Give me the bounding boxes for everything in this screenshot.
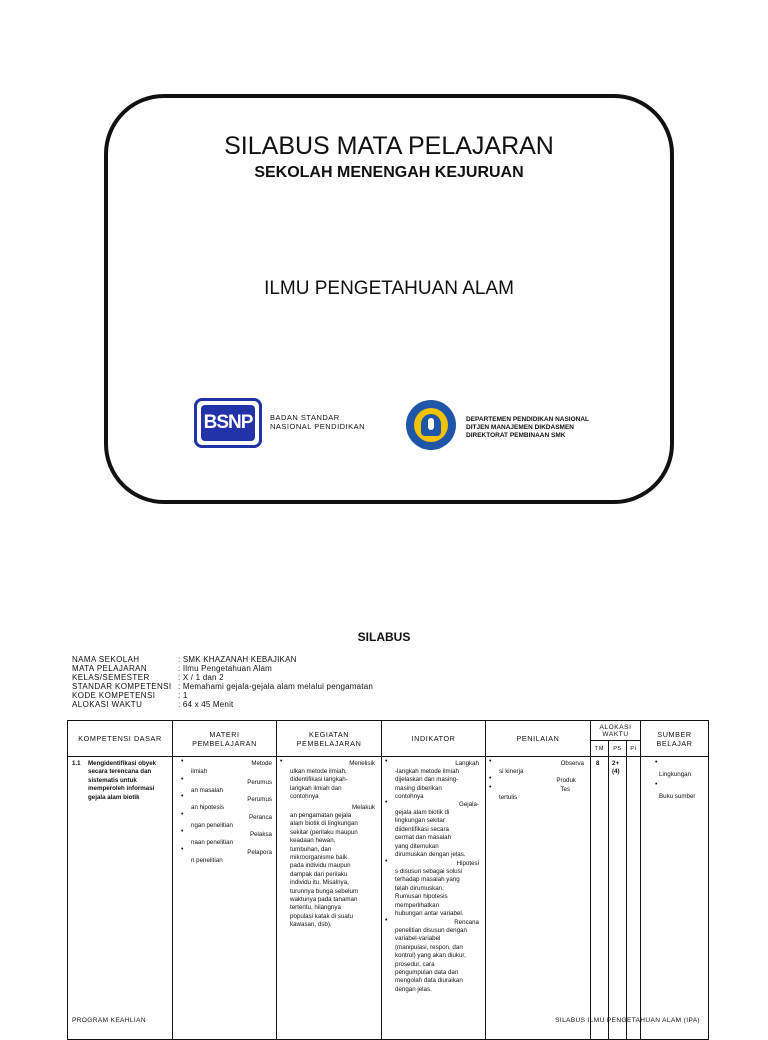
info-label: KELAS/SEMESTER xyxy=(72,673,150,682)
cover-frame xyxy=(104,94,674,504)
header-alokasi-waktu: ALOKASI WAKTU xyxy=(591,721,641,741)
header-pi: PI xyxy=(627,741,641,757)
kegiatan-text: ulkan metode ilmiah, didentifikasi langkah- langkah ilmiah dan contohnya xyxy=(290,768,348,801)
kegiatan-lead: Melakuk xyxy=(351,804,375,811)
department-line: DEPARTEMEN PENDIDIKAN NASIONAL xyxy=(466,416,590,423)
cell-pi xyxy=(627,757,641,1040)
bsnp-logo xyxy=(194,398,262,448)
indikator-text: gejala alam biotik di lingkungan sekitar diidentifikasi secara cermat dan masalah yang ditemukan dirumuskan dengan jelas. xyxy=(395,809,466,859)
info-value: : X / 1 dan 2 xyxy=(178,673,224,682)
materi-item: an masalah xyxy=(191,787,223,794)
materi-item: Metode xyxy=(251,760,272,767)
materi-item: n penelitian xyxy=(191,857,223,864)
indikator-text: penelitian disusun dengan variabel-variabel (manipulasi, respon, dan kontrol) yang akan diukur, prosedur, cara pengumpulan data dan mengolah data diuraikan dengan jelas. xyxy=(395,927,467,993)
info-row xyxy=(72,700,373,709)
indikator-text: s disusun sebagai solusi terhadap masalah yang telah dirumuskan. Rumusan hipotesis memperlihatkan hubungan antar variabel. xyxy=(395,868,464,918)
info-value: : 64 x 45 Menit xyxy=(178,700,234,709)
header-materi: MATERI PEMBELAJARAN xyxy=(173,721,277,757)
indikator-lead: Rencana xyxy=(454,919,479,926)
materi-item: Pelapora xyxy=(247,849,272,856)
silabus-table xyxy=(67,720,709,1040)
indikator-lead: Hipotesi xyxy=(456,860,479,867)
info-value: : SMK KHAZANAH KEBAJIKAN xyxy=(178,655,297,664)
bsnp-line: NASIONAL PENDIDIKAN xyxy=(270,422,366,431)
cell-penilaian: • Observa si kinerja • Produk • Tes tertulis xyxy=(486,757,591,1040)
info-row xyxy=(72,682,373,691)
cell-ps xyxy=(609,757,627,1040)
info-row xyxy=(72,664,373,673)
tut-wuri-handayani-logo xyxy=(406,400,456,450)
header-penilaian: PENILAIAN xyxy=(486,721,591,757)
header-tm: TM xyxy=(591,741,609,757)
materi-item: ilmiah xyxy=(191,768,208,775)
materi-item: Pelaksa xyxy=(249,831,272,838)
materi-item: Peranca xyxy=(248,814,272,821)
materi-item: ngan penelitian xyxy=(191,822,233,829)
cover-subject: ILMU PENGETAHUAN ALAM xyxy=(264,278,514,299)
materi-item: an hipotesis xyxy=(191,804,225,811)
sumber-item: Lingkungan xyxy=(659,771,692,778)
header-sumber-belajar: SUMBER BELAJAR xyxy=(641,721,709,757)
department-name xyxy=(466,416,589,440)
indikator-text: -langkah metode ilmiah dijelaskan dan masing- masing diberikan contohnya xyxy=(395,768,459,801)
kegiatan-text: an pengamatan gejala alam biotik di lingkungan sekitar (perilaku maupun keadaan hewan, tumbuhan, dan mikroorganisme baik pada individu maupun dampak dari perilaku individu itu. Misalnya, turunnya bunga sebelum waktunya pada tanaman tertentu, hilangnya populasi katak di suatu kawasan, dsb). xyxy=(290,812,359,929)
cell-tm xyxy=(591,757,609,1040)
cell-kompetensi-dasar xyxy=(68,757,173,1040)
indikator-lead: Langkah xyxy=(455,760,479,767)
materi-item: naan penelitian xyxy=(191,839,233,846)
footer-right: SILABUS ILMU PENGETAHUAN ALAM (IPA) xyxy=(555,1017,700,1024)
penilaian-item: Tes xyxy=(560,786,570,793)
info-row xyxy=(72,655,373,664)
tm-value: 8 xyxy=(596,760,600,767)
header-ps: PS xyxy=(609,741,627,757)
header-kompetensi-dasar: KOMPETENSI DASAR xyxy=(68,721,173,757)
table-row xyxy=(68,757,709,1040)
identity-block xyxy=(72,655,373,709)
info-label: NAMA SEKOLAH xyxy=(72,655,140,664)
info-label: MATA PELAJARAN xyxy=(72,664,148,673)
silabus-heading: SILABUS xyxy=(357,630,411,644)
info-label: ALOKASI WAKTU xyxy=(72,700,143,709)
penilaian-item: si kinerja xyxy=(499,768,524,775)
materi-item: Perumus xyxy=(247,796,272,803)
indikator-lead: Gejala- xyxy=(459,801,479,808)
bsnp-line: BADAN STANDAR xyxy=(270,413,340,422)
kd-number: 1.1 xyxy=(72,760,81,767)
sumber-item: Buku sumber xyxy=(659,793,696,800)
info-value: : Memahami gejala-gejala alam melalui pengamatan xyxy=(178,682,374,691)
kd-text: Mengidentifikasi obyek secara terencana dan sistematis untuk memperoleh informasi gejala alam biotik xyxy=(88,760,157,801)
cell-sumber-belajar: • Lingkungan • Buku sumber xyxy=(641,757,709,1040)
header-indikator: INDIKATOR xyxy=(382,721,486,757)
bsnp-name xyxy=(270,413,365,431)
info-value: : 1 xyxy=(178,691,188,700)
info-label: KODE KOMPETENSI xyxy=(72,691,156,700)
penilaian-item: tertulis xyxy=(499,794,518,801)
header-kegiatan: KEGIATAN PEMBELAJARAN xyxy=(277,721,382,757)
cell-kegiatan: • Menelisik ulkan metode ilmiah, didentifikasi langkah- langkah ilmiah dan contohnya Melakuk an pengamatan gejala alam biotik di lingkungan sekitar (perilaku maupun keadaan hewan, tumbuhan, dan mikroorganisme baik pada individu maupun dampak dari perilaku individu itu. Misalnya, turunnya bunga sebelum waktunya pada tanaman tertentu, hilangnya populasi katak di suatu kawasan, dsb). xyxy=(277,757,382,1040)
info-value: : Ilmu Pengetahuan Alam xyxy=(178,664,272,673)
cell-materi: • Metode ilmiah • Perumus an masalah • Perumus an hipotesis • Peranca ngan penelitian • Pelaksa naan penelitian • Pelapora n penelitian xyxy=(173,757,277,1040)
info-row xyxy=(72,673,373,682)
cover-subtitle: SEKOLAH MENENGAH KEJURUAN xyxy=(254,164,524,181)
kegiatan-lead: Menelisik xyxy=(349,760,375,767)
ps-value: 2+ (4) xyxy=(612,760,620,776)
department-line: DITJEN MANAJEMEN DIKDASMEN xyxy=(466,424,574,431)
info-label: STANDAR KOMPETENSI xyxy=(72,682,172,691)
materi-item: Perumus xyxy=(247,779,272,786)
info-row xyxy=(72,691,373,700)
bsnp-logo-text: BSNP xyxy=(201,405,255,441)
penilaian-item: Produk xyxy=(556,777,576,784)
cover-title: SILABUS MATA PELAJARAN xyxy=(224,132,554,160)
penilaian-item: Observa xyxy=(560,760,584,767)
footer-left: PROGRAM KEAHLIAN xyxy=(72,1017,146,1024)
department-line: DIREKTORAT PEMBINAAN SMK xyxy=(466,432,566,439)
cell-indikator: • Langkah -langkah metode ilmiah dijelaskan dan masing- masing diberikan contohnya • Gejala- gejala alam biotik di lingkungan sekitar diidentifikasi secara cermat dan masalah yang ditemukan dirumuskan dengan jelas. • Hipotesi s disusun sebagai solusi terhadap masalah yang telah dirumuskan. Rumusan hipotesis memperlihatkan hubungan antar variabel. • Rencana penelitian disusun dengan variabel-variabel (manipulasi, respon, dan kontrol) yang akan diukur, prosedur, cara pengumpulan data dan mengolah data diuraikan dengan jelas. xyxy=(382,757,486,1040)
